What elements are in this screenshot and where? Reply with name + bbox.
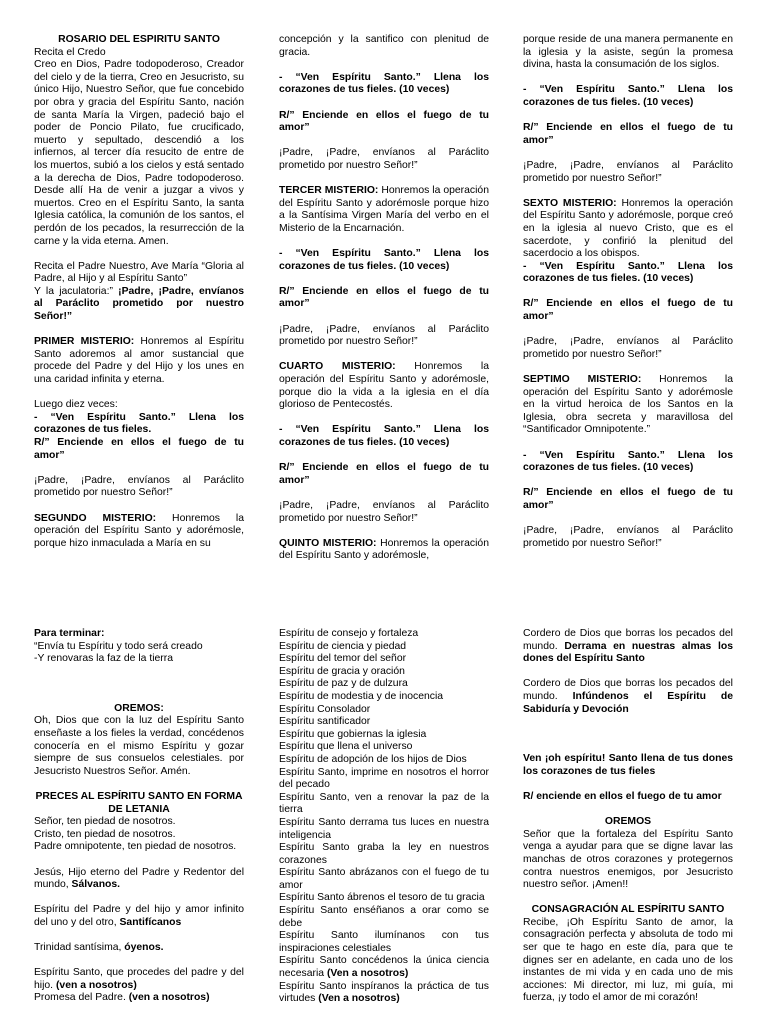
luego-line: Luego diez veces: [34, 399, 118, 411]
promesa-text: Promesa del Padre. [34, 992, 129, 1004]
response-4 [279, 462, 489, 487]
ven-text-5: - “Ven Espíritu Santo.” Llena los corazones de tus fieles. (10 veces) [523, 84, 733, 108]
trinidad-bold: óyenos. [124, 942, 164, 954]
mystery-7 [523, 374, 733, 437]
litany-item: Espíritu de paz y de dulzura [279, 678, 408, 690]
oremos-title-1: OREMOS: [114, 702, 164, 714]
ven-line-7 [523, 450, 733, 475]
litany-item: Espíritu Santo enséñanos a orar como se debe [279, 905, 489, 929]
litany-item: Espíritu de gracia y oración [279, 665, 405, 677]
response-text-4: R/” Enciende en ellos el fuego de tu amor” [279, 462, 489, 486]
response-6 [523, 298, 733, 323]
r-enciende-line [523, 791, 733, 804]
response-2 [279, 110, 489, 135]
preces-title: PRECES AL ESPÍRITU SANTO EN FORMA DE LETANIA [35, 790, 243, 815]
litany-item: Espíritu de modestia y de inocencia [279, 690, 444, 702]
mystery-3-label: TERCER MISTERIO: [279, 185, 379, 197]
ven-oh-line [523, 753, 733, 778]
consagracion-text: Recibe, ¡Oh Espíritu Santo de amor, la consagración perfecta y absoluta de todo mi ser que te hago en este día, para que te dignes ser en adelante, en cada uno de los instantes de mi vida y en cada uno de mis acciones: Mi director, mi luz, mi guía, mi fuerza, ¡y todo el amor de mi corazón! [523, 916, 733, 1004]
recita-line: Recita el Padre Nuestro, Ave María “Gloria al Padre, al Hijo y al Espíritu Santo” [34, 260, 244, 285]
ven-text-2: - “Ven Espíritu Santo.” Llena los corazones de tus fieles. (10 veces) [279, 71, 489, 96]
litany-item-conc [279, 955, 489, 980]
cristo-line: Cristo, ten piedad de nosotros. [34, 828, 176, 840]
mystery-5-continued: porque reside de una manera permanente en la iglesia y la asiste, según la promesa divina, hasta la consumación de los siglos. [523, 34, 733, 71]
litany-item: Espíritu Santo abrázanos con el fuego de tu amor [279, 867, 489, 891]
response-text-7: R/” Enciende en ellos el fuego de tu amor” [523, 487, 733, 511]
ven-line-1 [34, 412, 244, 437]
mystery-4-label: CUARTO MISTERIO: [279, 361, 396, 373]
conc-bold: (Ven a nosotros) [326, 968, 409, 980]
ven-line-3 [279, 248, 489, 273]
rosary-title: ROSARIO DEL ESPIRITU SANTO [58, 34, 220, 45]
litany-list [279, 628, 489, 1006]
insp-bold: (Ven a nosotros) [318, 993, 400, 1005]
mystery-5 [279, 538, 489, 563]
mystery-1 [34, 336, 244, 386]
ven-line-5 [523, 84, 733, 109]
para-terminar [34, 628, 244, 641]
ven-text-3: - “Ven Espíritu Santo.” Llena los corazones de tus fieles. (10 veces) [279, 248, 489, 272]
litany-item: Espíritu Santo, ven a renovar la paz de la tierra [279, 791, 489, 816]
es-line [34, 967, 244, 992]
promesa-line [34, 992, 244, 1005]
response-text-6: R/” Enciende en ellos el fuego de tu amor” [523, 298, 733, 323]
r-enciende-text: R/ enciende en ellos el fuego de tu amor [523, 790, 722, 802]
litany-item: Espíritu de ciencia y piedad [279, 640, 407, 652]
response-5 [523, 122, 733, 147]
mystery-6 [523, 198, 733, 261]
intro-line: Recita el Credo [34, 46, 106, 58]
jaculatoria-text: ¡Padre, ¡Padre, envíanos al Paráclito prometido por nuestro Señor!” [34, 285, 244, 323]
column-3-top [523, 34, 733, 554]
litany-item: Espíritu Consolador [279, 703, 371, 715]
mystery-3 [279, 185, 489, 235]
litany-item: Espíritu Santo, imprime en nosotros el horror del pecado [279, 766, 489, 791]
renovaras-line: -Y renovaras la faz de la tierra [34, 653, 173, 665]
cordero-1-bold: Derrama en nuestras almas los dones del Espíritu Santo [523, 640, 733, 665]
mystery-6-label: SEXTO MISTERIO: [523, 197, 617, 209]
response-7 [523, 487, 733, 512]
litany-item: Espíritu de adopción de los hijos de Dios [279, 753, 467, 765]
litany-item: Espíritu Santo graba la ley en nuestros corazones [279, 842, 489, 866]
jesus-text: Jesús, Hijo eterno del Padre y Redentor del mundo, [34, 866, 244, 891]
column-1-bottom [34, 628, 244, 1024]
response-text-2: R/” Enciende en ellos el fuego de tu amor” [279, 109, 489, 134]
promesa-bold: (ven a nosotros) [128, 992, 210, 1004]
litany-item: Espíritu Santo ilumínanos con tus inspiraciones celestiales [279, 930, 489, 954]
mystery-2 [34, 513, 244, 551]
trinidad-text: Trinidad santísima, [34, 942, 125, 954]
mystery-2-continued: concepción y la santifico con plenitud de gracia. [279, 34, 489, 58]
mystery-6-text: Honremos la operación del Espíritu Santo y adorémosle, porque creó en la iglesia al nuevo Cristo, que es el sacerdote, y confirió la plenitud del sacerdocio a los obispos. [523, 197, 733, 260]
mystery-3-text: Honremos la operación del Espíritu Santo y adorémosle porque hizo a la Santísima Virgen María del verbo en el Misterio de la Encarnación. [279, 185, 489, 234]
litany-item: Espíritu santificador [279, 716, 371, 728]
creed-text: Creo en Dios, Padre todopoderoso, Creador del cielo y de la tierra, Creo en Jesucristo, su único Hijo, Nuestro Señor, que fue concebido por obra y gracia del Espíritu Santo, nación de santa María la Virgen, padeció bajo el poder de Poncio Pilato, fue crucificado, muerto y sepultado, descendió a los infiernos, al tercer día resucito de entre de los muertos, subió a los cielos y está sentado a la derecha de Dios, Padre todopoderoso. Desde allí Ha de venir a juzgar a vivos y muertos. Creo en el Espíritu Santo, la santa Iglesia católica, la comunión de los santos, el perdón de los pecados, la resurrección de la carne y la vida eterna. Amen. [34, 59, 244, 247]
es-bold: (ven a nosotros) [55, 979, 137, 991]
column-2-bottom [279, 628, 489, 1024]
trinidad-line [34, 942, 244, 955]
litany-item: Espíritu Santo ábrenos el tesoro de tu gracia [279, 892, 485, 904]
padre-line-3: ¡Padre, ¡Padre, envíanos al Paráclito prometido por nuestro Señor!” [279, 323, 489, 348]
response-text-5: R/” Enciende en ellos el fuego de tu amor” [523, 122, 733, 146]
padre-line-7: ¡Padre, ¡Padre, envíanos al Paráclito prometido por nuestro Señor!” [523, 525, 733, 549]
cordero-1 [523, 628, 733, 666]
litany-item: Espíritu que llena el universo [279, 741, 413, 753]
litany-item-insp [279, 981, 489, 1006]
jesus-line [34, 867, 244, 892]
insp-text: Espíritu Santo inspíranos la práctica de tus virtudes [279, 980, 489, 1005]
padre-line-4: ¡Padre, ¡Padre, envíanos al Paráclito prometido por nuestro Señor!” [279, 499, 489, 524]
espiritu-text: Espíritu del Padre y del hijo y amor infinito del uno y del otro, [34, 904, 244, 928]
mystery-1-label: PRIMER MISTERIO: [34, 336, 135, 348]
senor-line: Señor, ten piedad de nosotros. [34, 816, 176, 828]
response-text-1: R/” Enciende en ellos el fuego de tu amor” [34, 437, 244, 461]
oremos-title-2: OREMOS [604, 816, 652, 828]
ven-text-4: - “Ven Espíritu Santo.” Llena los corazones de tus fieles. (10 veces) [279, 424, 489, 448]
response-1 [34, 437, 244, 462]
ven-line-2 [279, 72, 489, 97]
response-text-3: R/” Enciende en ellos el fuego de tu amor” [279, 285, 489, 310]
response-3 [279, 286, 489, 311]
padre-line-2: ¡Padre, ¡Padre, envíanos al Paráclito prometido por nuestro Señor!” [279, 147, 489, 171]
padre-line-5: ¡Padre, ¡Padre, envíanos al Paráclito prometido por nuestro Señor!” [523, 159, 733, 184]
mystery-2-label: SEGUNDO MISTERIO: [34, 512, 157, 524]
conc-text: Espíritu Santo concédenos la única ciencia necesaria [279, 955, 489, 980]
consagracion-title: CONSAGRACIÓN AL ESPÍRITU SANTO [531, 904, 725, 916]
oremos-text-2: Señor que la fortaleza del Espíritu Santo venga a ayudar para que se digne lavar las manchas de otros corazones y protegernos contra nuestros enemigos, por Jesucristo nuestro señor. ¡Amen!! [523, 828, 733, 891]
mystery-4-text: Honremos la operación del Espíritu Santo y adorémosle, porque dio la vida a la iglesia en el día glorioso de Pentecostés. [279, 361, 489, 411]
litany-item: Espíritu de consejo y fortaleza [279, 628, 419, 639]
mystery-5-label: QUINTO MISTERIO: [279, 537, 377, 549]
column-2-top [279, 34, 489, 562]
ven-line-4 [279, 424, 489, 449]
envia-line: “Envía tu Espíritu y todo será creado [34, 640, 203, 652]
mystery-4 [279, 361, 489, 411]
column-3-bottom [523, 628, 733, 1024]
padre-omni-line: Padre omnipotente, ten piedad de nosotros. [34, 841, 237, 853]
ven-text-6: - “Ven Espíritu Santo.” Llena los corazones de tus fieles. (10 veces) [523, 260, 733, 285]
cordero-2 [523, 678, 733, 716]
cordero-2-bold: Infúndenos el Espíritu de Sabiduría y Devoción [523, 690, 734, 715]
cordero-2-text: Cordero de Dios que borras los pecados del mundo. [523, 678, 733, 702]
espiritu-line [34, 904, 244, 929]
mystery-7-text: Honremos la operación del Espíritu Santo y adorémosle en la virtud heroica de los Santos en la Iglesia, obra secreta y maravillosa del “Santificador Omnipotente.” [523, 374, 733, 436]
column-1-top [34, 34, 244, 554]
padre-line-1: ¡Padre, ¡Padre, envíanos al Paráclito prometido por nuestro Señor!” [34, 474, 244, 499]
ven-text-1: - “Ven Espíritu Santo.” Llena los corazones de tus fieles. [34, 411, 244, 436]
ven-oh-text: Ven ¡oh espíritu! Santo llena de tus dones los corazones de tus fieles [523, 753, 733, 777]
jaculatoria-paragraph [34, 286, 244, 324]
litany-item: Espíritu del temor del señor [279, 653, 407, 665]
padre-line-6: ¡Padre, ¡Padre, envíanos al Paráclito prometido por nuestro Señor!” [523, 336, 733, 360]
litany-item: Espíritu Santo derrama tus luces en nuestra inteligencia [279, 816, 489, 841]
mystery-1-text: Honremos al Espíritu Santo adoremos al amor sustancial que procede del Padre y del Hijo y los unes en una caridad infinita y eterna. [34, 336, 245, 386]
jesus-bold: Sálvanos. [71, 879, 121, 891]
cordero-1-text: Cordero de Dios que borras los pecados del mundo. [523, 628, 733, 652]
oremos-text-1: Oh, Dios que con la luz del Espíritu Santo enseñaste a los fieles la verdad, concédenos conocería en el mismo Espíritu y gozar siempre de sus consuelos celestiales. por Jesucristo Nuestros Señor. Amén. [34, 715, 244, 777]
espiritu-bold: Santifícanos [119, 916, 182, 928]
litany-item: Espíritu que gobiernas la iglesia [279, 728, 427, 740]
mystery-5-text: Honremos la operación del Espíritu Santo y adorémosle, [279, 537, 489, 562]
es-text: Espíritu Santo, que procedes del padre y del hijo. [34, 967, 244, 991]
mystery-7-label: SEPTIMO MISTERIO: [523, 374, 642, 386]
ven-text-7: - “Ven Espíritu Santo.” Llena los corazones de tus fieles. (10 veces) [523, 449, 733, 474]
jaculatoria-label: Y la jaculatoria:” [34, 285, 119, 297]
mystery-2-text: Honremos la operación del Espíritu Santo y adorémosle, porque hizo inmaculada a María en su [34, 512, 244, 549]
ven-line-6 [523, 261, 733, 286]
para-terminar-text: Para terminar: [34, 628, 105, 639]
